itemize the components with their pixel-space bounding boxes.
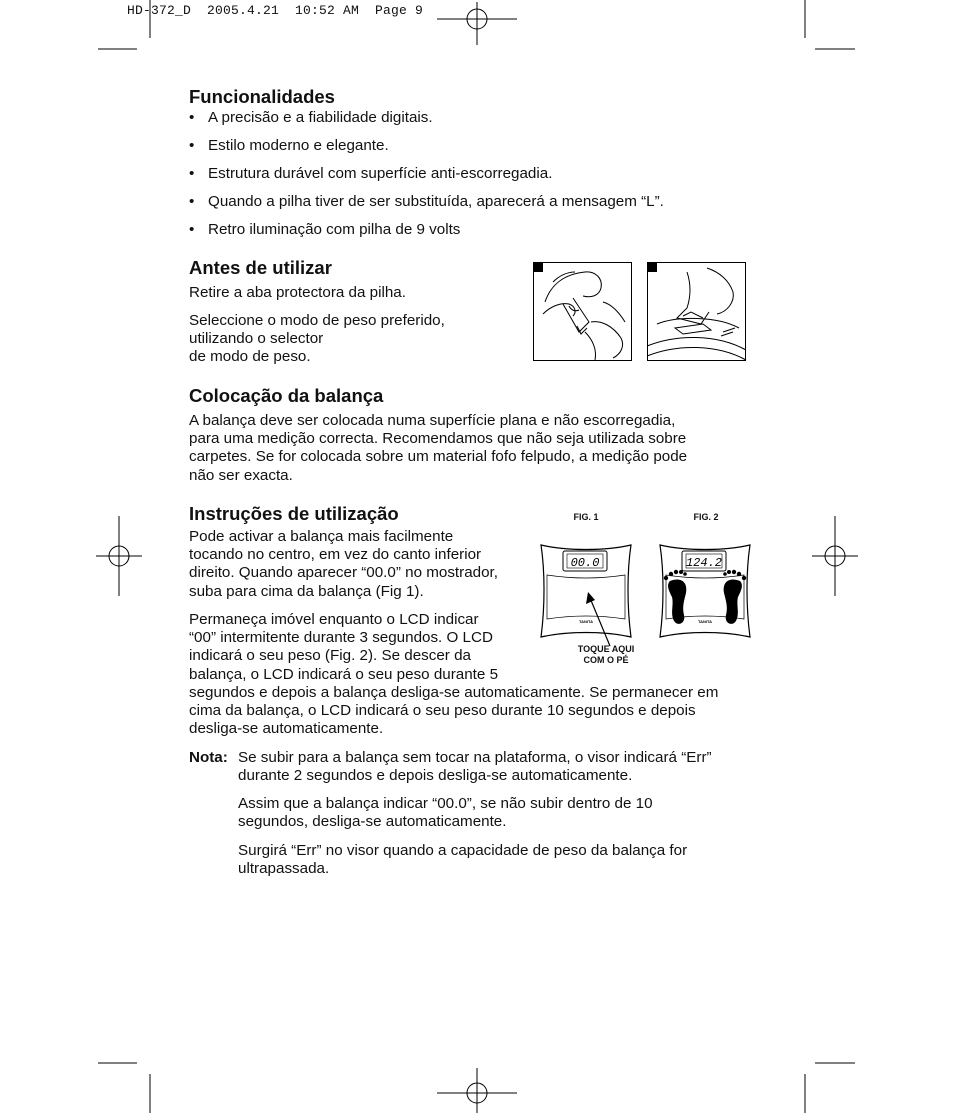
battery-tab-illustration [533, 262, 633, 362]
fig2-brand: TANITA [697, 619, 713, 624]
before-use-text-1: Retire a aba protectora da pilha. [189, 284, 406, 301]
instructions-text-2: Permaneça imóvel enquanto o LCD indicar “00” intermitente durante 3 segundos. O LCD indicará o seu peso (Fig. 2). Se descer da balança, o LCD indicará o seu peso durante 5 segundos e depois a balança desliga-se automaticamente. Se permanecer em cima da balança, o LCD indicará o seu peso durante 10 segundos e depois desliga-se automaticamente. [189, 611, 719, 738]
list-item: • A precisão e a fiabilidade digitais. [189, 109, 433, 126]
list-item: • Retro iluminação com pilha de 9 volts [189, 221, 461, 238]
fig2-label: FIG. 2 [693, 512, 719, 522]
scale-fig2-illustration [656, 541, 754, 641]
print-slug: HD-372_D 2005.4.21 10:52 AM Page 9 [127, 3, 424, 18]
before-use-text-2: Seleccione o modo de peso preferido, utilizando o selector de modo de peso. [189, 312, 445, 366]
placement-title: Colocação da balança [189, 385, 384, 406]
before-use-title: Antes de utilizar [189, 257, 332, 278]
instructions-text-1: Pode activar a balança mais facilmente tocando no centro, em vez do canto inferior direito. Quando aparecer “00.0” no mostrador, suba para cima da balança (Fig 1). [189, 528, 498, 600]
note-label: Nota: [189, 749, 228, 766]
fig1-brand: TANITA [578, 619, 594, 624]
list-item: • Estilo moderno e elegante. [189, 137, 389, 154]
placement-text: A balança deve ser colocada numa superfície plana e não escorregadia, para uma medição correcta. Recomendamos que não seja utilizada sobre carpetes. Se for colocada sobre um material fofo felpudo, a medição pode não ser exacta. [189, 412, 688, 484]
fig1-label: FIG. 1 [573, 512, 599, 522]
features-list [189, 109, 789, 249]
instructions-title: Instruções de utilização [189, 503, 399, 524]
fig1-lcd-display: 00.0 [570, 556, 600, 570]
features-title: Funcionalidades [189, 86, 335, 107]
note-text-1: Se subir para a balança sem tocar na plataforma, o visor indicará “Err” durante 2 segundos e depois desliga-se automaticamente. [238, 749, 712, 785]
features-section [189, 86, 335, 108]
list-item: • Quando a pilha tiver de ser substituída, aparecerá a mensagem “L”. [189, 193, 664, 210]
touch-label: TOQUE AQUI COM O PÉ [577, 644, 635, 665]
note-text-3: Surgirá “Err” no visor quando a capacidade de peso da balança for ultrapassada. [238, 842, 688, 878]
note-text-2: Assim que a balança indicar “00.0”, se não subir dentro de 10 segundos, desliga-se automaticamente. [238, 795, 653, 831]
fig2-lcd-display: 124.2 [685, 556, 723, 570]
mode-selector-illustration [647, 262, 747, 362]
touch-arrow-icon [580, 590, 620, 650]
list-item: • Estrutura durável com superfície anti-escorregadia. [189, 165, 553, 182]
